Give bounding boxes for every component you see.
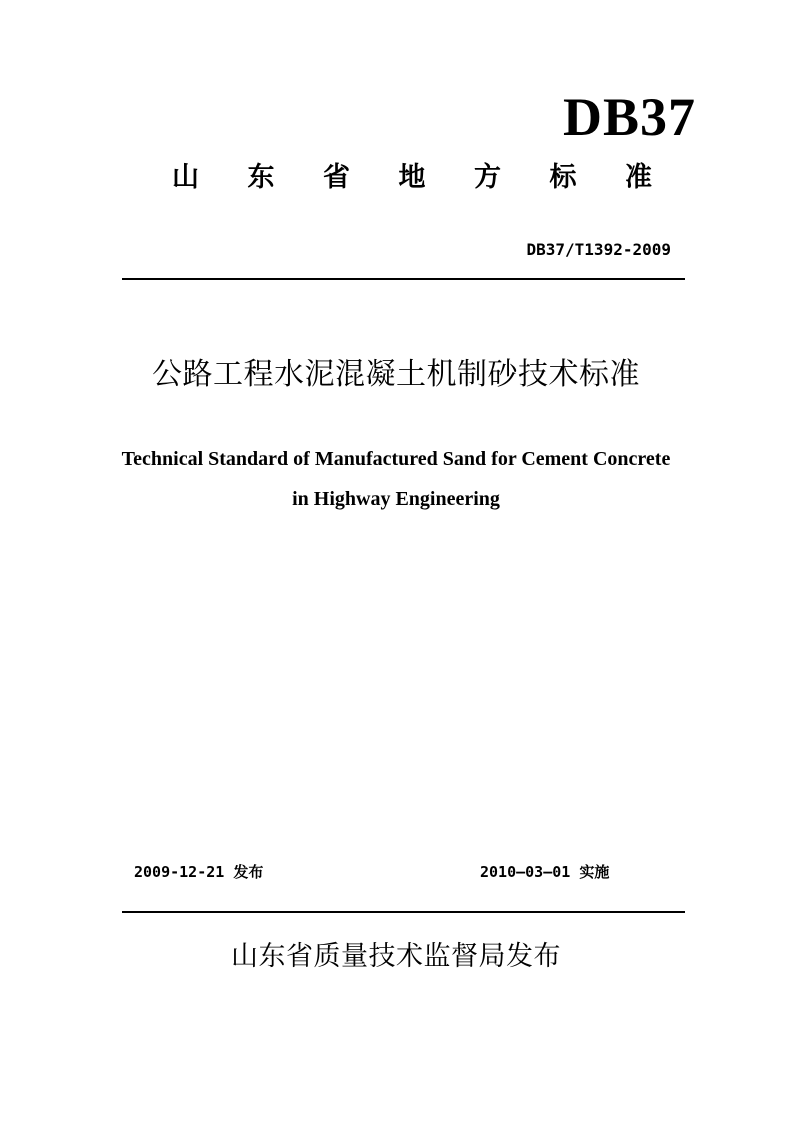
standard-type-label xyxy=(172,160,652,196)
standard-type-char: 省 xyxy=(323,162,350,193)
standard-type-char: 东 xyxy=(247,162,275,193)
footer-divider xyxy=(122,911,685,913)
title-english-line2: in Highway Engineering xyxy=(292,488,500,510)
standard-type-char: 山 xyxy=(172,162,199,193)
header-divider xyxy=(122,278,685,280)
publisher: 山东省质量技术监督局发布 xyxy=(231,941,561,972)
standard-type-char: 方 xyxy=(474,162,501,193)
implementation-date: 2010—03—01 实施 xyxy=(480,863,610,881)
standard-code: DB37 xyxy=(562,87,696,147)
title-chinese: 公路工程水泥混凝土机制砂技术标准 xyxy=(152,357,640,392)
standard-number: DB37/T1392-2009 xyxy=(526,240,671,259)
title-english-line1: Technical Standard of Manufactured Sand for Cement Concrete xyxy=(121,448,671,470)
standard-type-char: 标 xyxy=(549,162,577,193)
issue-date: 2009-12-21 发布 xyxy=(134,863,264,881)
standard-type-char: 准 xyxy=(625,162,652,193)
standard-type-char: 地 xyxy=(398,162,426,193)
